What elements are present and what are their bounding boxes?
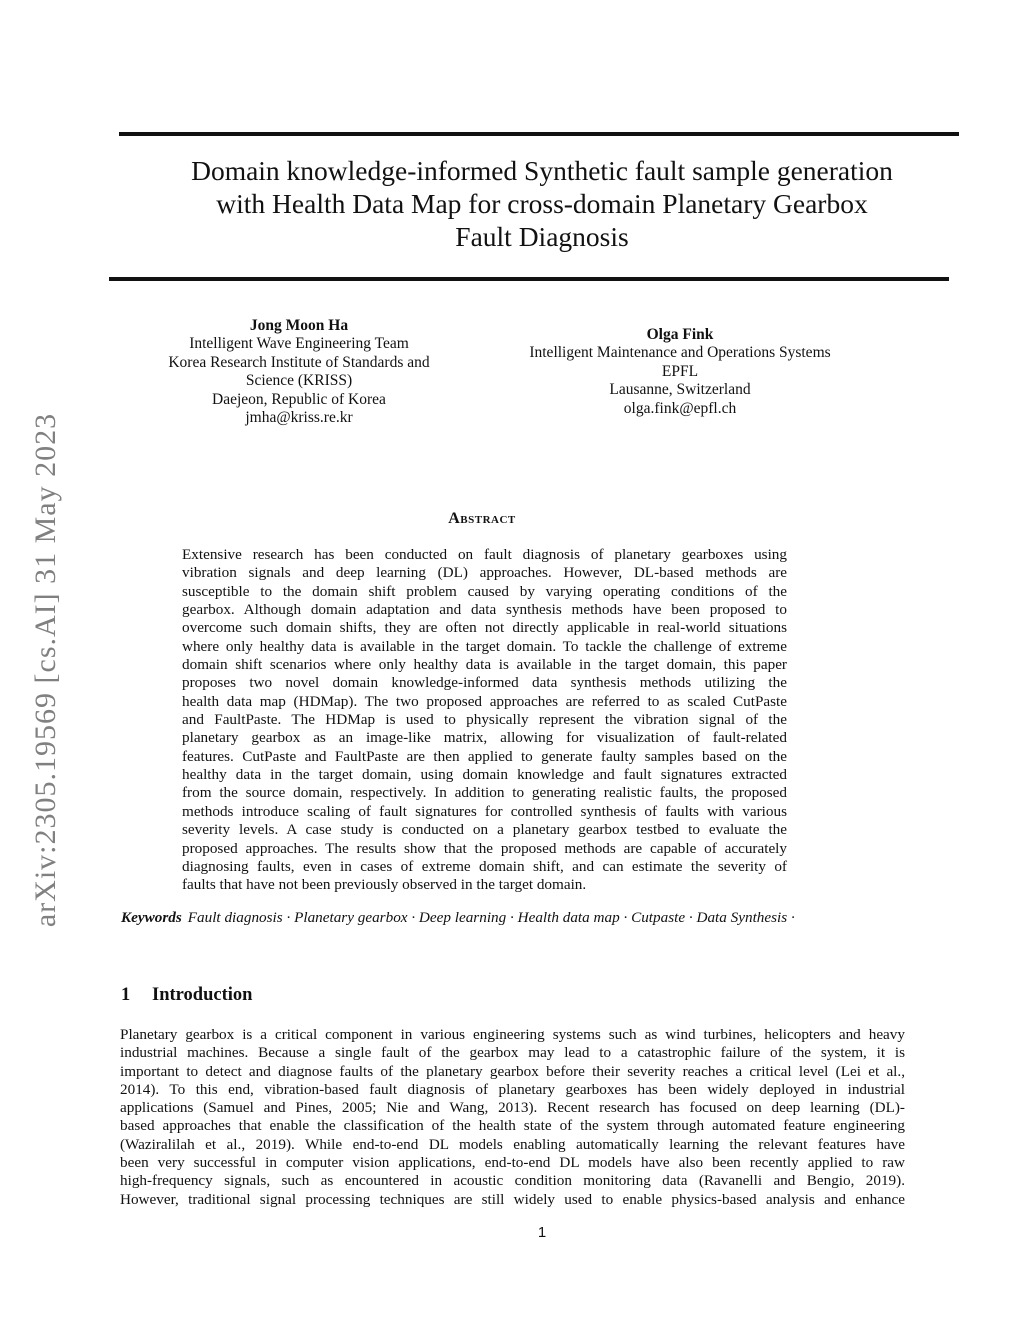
body-line: important to detect and diagnose faults of the planetary gearbox before their severity reaches a critical level (Lei et al., bbox=[120, 1062, 905, 1080]
abstract-line: healthy data in the target domain, using domain knowledge and fault signatures extracted bbox=[182, 766, 787, 784]
abstract-line: vibration signals and deep learning (DL) approaches. However, DL-based methods are bbox=[182, 564, 787, 582]
author-name: Olga Fink bbox=[646, 326, 714, 343]
title-line: Fault Diagnosis bbox=[455, 221, 629, 252]
author-affiliation-line: EPFL bbox=[661, 362, 699, 380]
arxiv-identifier-stamp bbox=[17, 390, 75, 950]
keywords-text: Fault diagnosis · Planetary gearbox · Deep learning · Health data map · Cutpaste · Data Synthesis · bbox=[187, 909, 795, 926]
abstract-line: health data map (HDMap). The two proposed approaches are referred to as scaled CutPaste bbox=[182, 692, 787, 710]
section-heading-introduction bbox=[121, 985, 521, 1006]
author-affiliation-line: Lausanne, Switzerland bbox=[609, 381, 751, 399]
body-line: been very successful in computer vision applications, end-to-end DL models have also been recently applied to raw bbox=[120, 1154, 905, 1172]
author-block-fink bbox=[505, 326, 855, 418]
page-number: 1 bbox=[537, 1224, 547, 1241]
introduction-body bbox=[120, 1026, 905, 1209]
body-line: However, traditional signal processing techniques are still widely used to enable physics-based analysis and enhance bbox=[120, 1190, 905, 1208]
keywords bbox=[121, 909, 901, 927]
abstract-line: proposes two novel domain knowledge-informed data synthesis methods utilizing the bbox=[182, 674, 787, 692]
body-line: (Waziralilah et al., 2019). While end-to-end DL models enabling automatically learning the relevant features have bbox=[120, 1135, 905, 1153]
body-line: industrial machines. Because a single fault of the gearbox may lead to a catastrophic failure of the system, it is bbox=[120, 1044, 905, 1062]
keywords-label: Keywords bbox=[121, 909, 182, 926]
author-block-ha bbox=[150, 317, 448, 427]
body-line: high-frequency signals, such as encountered in acoustic condition monitoring data (Ravanelli and Bengio, 2019). bbox=[120, 1172, 905, 1190]
abstract-line: gearbox. Although domain adaptation and data synthesis methods have been proposed to bbox=[182, 601, 787, 619]
author-email: olga.fink@epfl.ch bbox=[623, 399, 737, 417]
author-name: Jong Moon Ha bbox=[249, 317, 349, 334]
author-affiliation-line: Korea Research Institute of Standards and bbox=[168, 353, 430, 371]
abstract-line: Extensive research has been conducted on fault diagnosis of planetary gearboxes using bbox=[182, 546, 787, 563]
abstract-line: severity levels. A case study is conducted on a planetary gearbox testbed to evaluate the bbox=[182, 821, 787, 839]
paper-title bbox=[130, 154, 954, 253]
section-title: Introduction bbox=[152, 985, 253, 1005]
body-line: based approaches that enable the classification of the health state of the system through automated feature engineering bbox=[120, 1117, 905, 1135]
title-line: with Health Data Map for cross-domain Planetary Gearbox bbox=[216, 188, 868, 219]
body-line: applications (Samuel and Pines, 2005; Nie and Wang, 2013). Recent research has focused on deep learning (DL)- bbox=[120, 1099, 905, 1117]
section-number: 1 bbox=[121, 985, 131, 1005]
abstract-line: where only healthy data is available in the target domain. To tackle the challenge of extreme bbox=[182, 637, 787, 655]
abstract-line: from the source domain, respectively. In addition to generating realistic faults, the proposed bbox=[182, 784, 787, 802]
author-email: jmha@kriss.re.kr bbox=[245, 409, 353, 427]
abstract-body bbox=[182, 546, 787, 895]
title-top-rule bbox=[119, 132, 959, 136]
abstract-line: overcome such domain shifts, they are often not directly applicable in real-world situations bbox=[182, 619, 787, 637]
abstract-line: proposed approaches. The results show that the proposed methods are capable of accurately bbox=[182, 839, 787, 857]
body-line: Planetary gearbox is a critical component in various engineering systems such as wind turbines, helicopters and heavy bbox=[120, 1026, 905, 1043]
title-line: Domain knowledge-informed Synthetic fault sample generation bbox=[191, 155, 893, 186]
abstract-line: planetary gearbox as an image-like matrix, allowing for visualization of fault-related bbox=[182, 729, 787, 747]
author-affiliation-line: Intelligent Maintenance and Operations Systems bbox=[529, 344, 831, 362]
author-affiliation-line: Daejeon, Republic of Korea bbox=[212, 390, 386, 408]
arxiv-identifier-text: arXiv:2305.19569 [cs.AI] 31 May 2023 bbox=[29, 412, 63, 928]
abstract-line: faults that have not been previously observed in the target domain. bbox=[182, 876, 587, 894]
author-affiliation-line: Intelligent Wave Engineering Team bbox=[189, 335, 409, 353]
abstract-line: susceptible to the domain shift problem caused by varying operating conditions of the bbox=[182, 582, 787, 600]
title-bottom-rule bbox=[109, 277, 949, 281]
abstract-heading: Abstract bbox=[448, 510, 516, 527]
body-line: 2014). To this end, vibration-based fault diagnosis of planetary gearboxes has been widely deployed in industrial bbox=[120, 1080, 905, 1098]
abstract-line: domain shift scenarios where only healthy data is available in the target domain, this paper bbox=[182, 656, 787, 674]
abstract-line: methods introduce scaling of fault signatures for controlled synthesis of faults with various bbox=[182, 802, 787, 820]
abstract-line: features. CutPaste and FaultPaste are then applied to generate faulty samples based on the bbox=[182, 747, 787, 765]
abstract-line: diagnosing faults, even in cases of extreme domain shift, and can estimate the severity of bbox=[182, 857, 787, 875]
author-affiliation-line: Science (KRISS) bbox=[245, 372, 353, 390]
abstract-line: and FaultPaste. The HDMap is used to physically represent the vibration signal of the bbox=[182, 711, 787, 729]
